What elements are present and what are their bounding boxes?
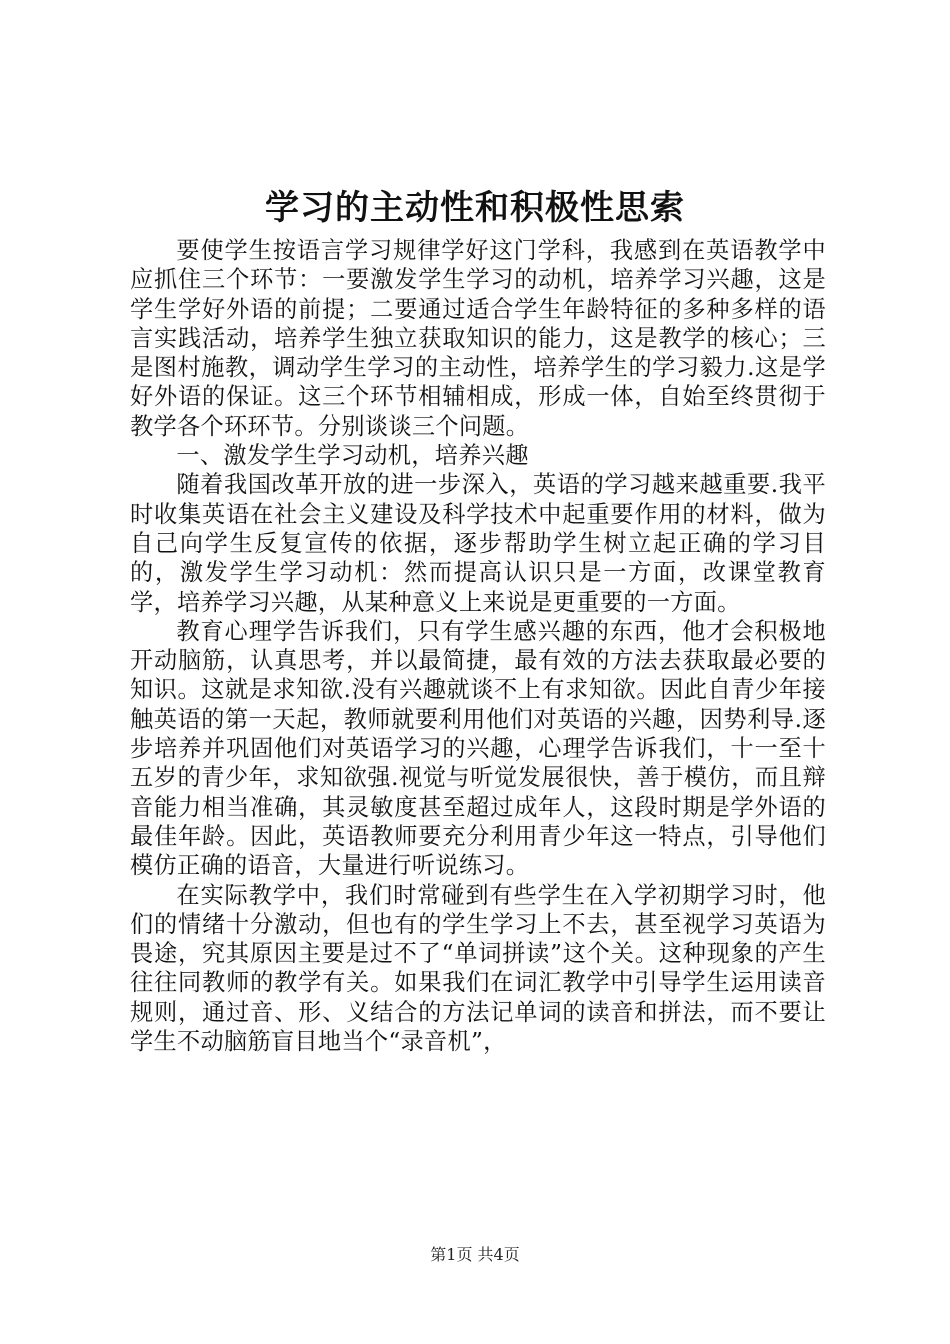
paragraph-intro: 要使学生按语言学习规律学好这门学科，我感到在英语教学中应抓住三个环节：一要激发学生学习的动机，培养学习兴趣，这是学生学好外语的前提；二要通过适合学生年龄特征的多种多样的语言实践活动，培养学生独立获取知识的能力，这是教学的核心；三是图村施教，调动学生学习的主动性，培养学生的学习毅力.这是学好外语的保证。这三个环节相辅相成，形成一体，自始至终贯彻于教学各个环环节。分别谈谈三个问题。 xyxy=(130,237,826,440)
page-footer: 第1页 共4页 xyxy=(430,1245,520,1264)
paragraph-psychology: 教育心理学告诉我们，只有学生感兴趣的东西，他才会积极地开动脑筋，认真思考，并以最简捷，最有效的方法去获取最必要的知识。这就是求知欲.没有兴趣就谈不上有求知欲。因此自青少年接触英语的第一天起，教师就要利用他们对英语的兴趣，因势利导.逐步培养并巩固他们对英语学习的兴趣，心理学告诉我们，十一至十五岁的青少年，求知欲强.视觉与听觉发展很快，善于模仿，而且辩音能力相当准确，其灵敏度甚至超过成年人，这段时期是学外语的最佳年龄。因此，英语教师要充分利用青少年这一特点，引导他们模仿正确的语音，大量进行听说练习。 xyxy=(130,617,826,880)
paragraph-practice: 在实际教学中，我们时常碰到有些学生在入学初期学习时，他们的情绪十分激动，但也有的学生学习上不去，甚至视学习英语为畏途，究其原因主要是过不了“单词拼读”这个关。这种现象的产生往往同教师的教学有关。如果我们在词汇教学中引导学生运用读音规则，通过音、形、义结合的方法记单词的读音和拼法，而不要让学生不动脑筋盲目地当个“录音机”， xyxy=(130,881,826,1056)
paragraph-motivation: 随着我国改革开放的进一步深入，英语的学习越来越重要.我平时收集英语在社会主义建设及科学技术中起重要作用的材料，做为自己向学生反复宣传的依据，逐步帮助学生树立起正确的学习目的，激发学生学习动机：然而提高认识只是一方面，改课堂教育学，培养学习兴趣，从某种意义上来说是更重要的一方面。 xyxy=(130,471,826,616)
document-body xyxy=(130,236,826,1056)
section-heading-1: 一、激发学生学习动机，培养兴趣 xyxy=(176,442,529,470)
document-title: 学习的主动性和积极性思索 xyxy=(265,188,685,228)
